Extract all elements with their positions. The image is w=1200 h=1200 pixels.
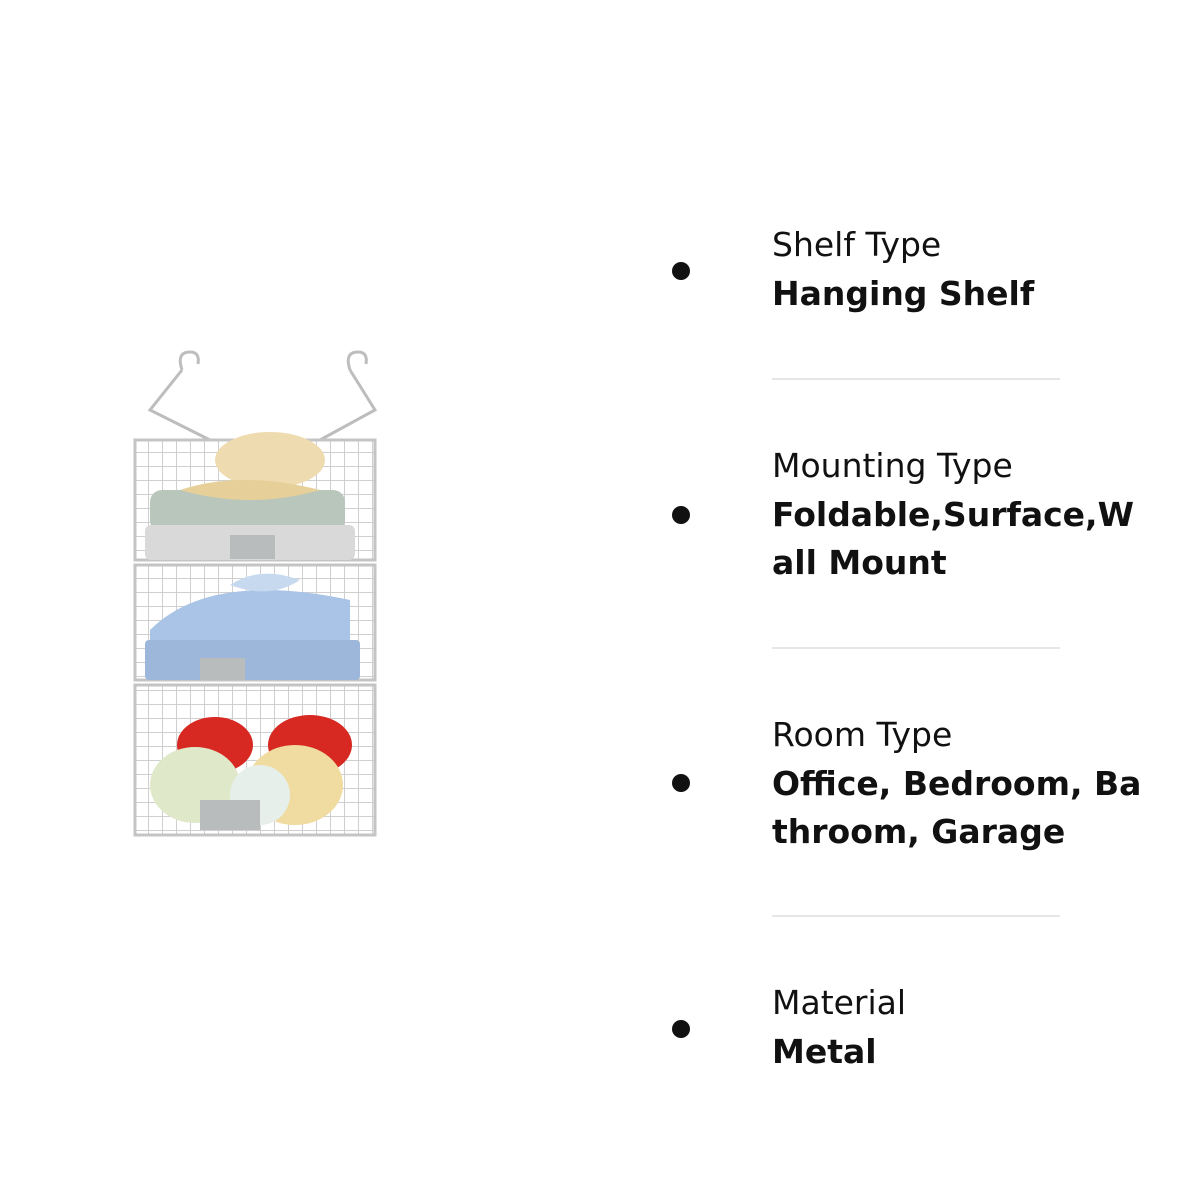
spec-label: Mounting Type	[772, 446, 1013, 485]
divider	[772, 647, 1060, 649]
shelf-tier-top	[135, 432, 375, 560]
spec-label: Room Type	[772, 715, 953, 754]
bullet-icon	[672, 1020, 690, 1038]
label-tag	[200, 658, 245, 680]
spec-item-shelf-type	[660, 222, 1160, 322]
bullet-icon	[672, 774, 690, 792]
spec-value: Office, Bedroom, Bathroom, Garage	[772, 764, 1142, 851]
label-tag	[200, 800, 260, 830]
shelf-tier-bottom	[135, 685, 375, 835]
spec-label: Material	[772, 983, 907, 1022]
label-tag	[230, 535, 275, 559]
product-image	[120, 340, 400, 860]
spec-value: Hanging Shelf	[772, 274, 1035, 313]
spec-item-mounting-type	[660, 443, 1160, 593]
bullet-icon	[672, 506, 690, 524]
spec-value: Foldable,Surface,Wall Mount	[772, 495, 1134, 582]
spec-value: Metal	[772, 1032, 877, 1071]
divider	[772, 378, 1060, 380]
shelf-tier-middle	[135, 565, 375, 680]
divider	[772, 915, 1060, 917]
hanging-hooks	[150, 352, 375, 440]
spec-item-material	[660, 980, 1160, 1080]
bullet-icon	[672, 262, 690, 280]
spec-item-room-type	[660, 712, 1160, 862]
spec-label: Shelf Type	[772, 225, 942, 264]
